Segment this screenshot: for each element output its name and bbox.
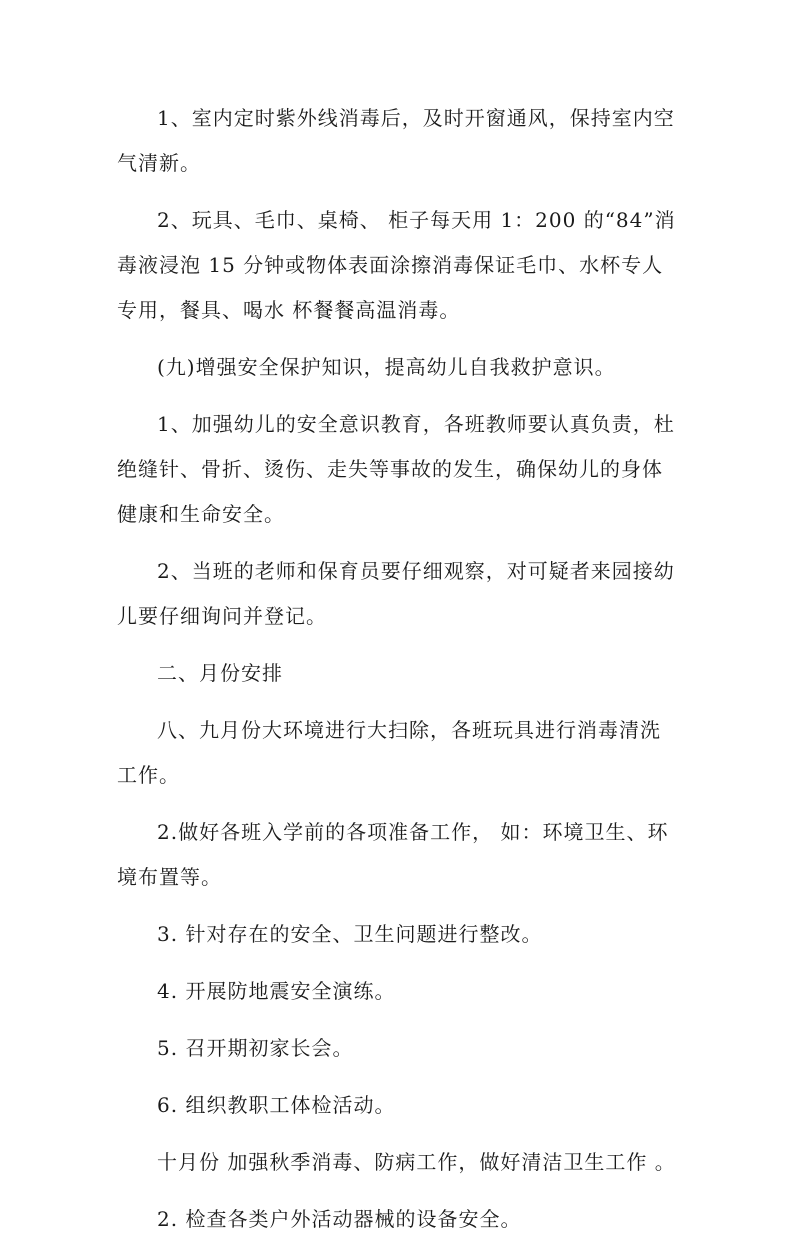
document-body (117, 96, 677, 1254)
paragraph-equipment-inspection: 2. 检查各类户外活动器械的设备安全。 (157, 1207, 522, 1231)
paragraph-parent-meeting: 5. 召开期初家长会。 (157, 1036, 354, 1060)
paragraph-earthquake-drill: 4. 开展防地震安全演练。 (157, 979, 396, 1003)
paragraph-enrollment-preparation: 2.做好各班入学前的各项准备工作， 如：环境卫生、环境布置等。 (117, 820, 669, 889)
paragraph-disinfection-ventilation: 1、室内定时紫外线消毒后，及时开窗通风，保持室内空气清新。 (117, 106, 675, 175)
paragraph-rectification: 3. 针对存在的安全、卫生问题进行整改。 (157, 922, 543, 946)
paragraph-safety-heading: (九)增强安全保护知识，提高幼儿自我救护意识。 (157, 355, 616, 379)
section-heading-monthly-schedule: 二、月份安排 (157, 661, 283, 685)
paragraph-august-september: 八、九月份大环境进行大扫除，各班玩具进行消毒清洗工作。 (117, 718, 661, 787)
paragraph-safety-education: 1、加强幼儿的安全意识教育，各班教师要认真负责，杜绝缝针、骨折、烫伤、走失等事故的发生，确保幼儿的身体健康和生命安全。 (117, 412, 675, 526)
paragraph-pickup-registration: 2、当班的老师和保育员要仔细观察，对可疑者来园接幼儿要仔细询问并登记。 (117, 559, 675, 628)
paragraph-toys-disinfection: 2、玩具、毛巾、桌椅、 柜子每天用 1：200 的“84”消毒液浸泡 15 分钟或物体表面涂擦消毒保证毛巾、水杯专人专用，餐具、喝水 杯餐餐高温消毒。 (117, 208, 676, 322)
paragraph-october: 十月份 加强秋季消毒、防病工作，做好清洁卫生工作 。 (157, 1150, 676, 1174)
paragraph-staff-checkup: 6. 组织教职工体检活动。 (157, 1093, 396, 1117)
